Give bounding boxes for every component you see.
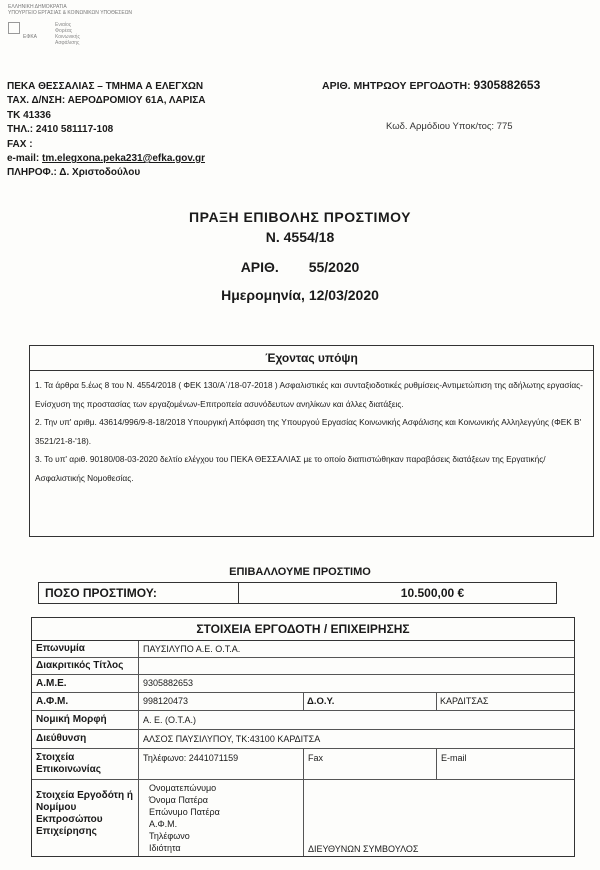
representative-values <box>304 780 574 856</box>
office-address: ΤΑΧ. Δ/ΝΣΗ: ΑΕΡΟΔΡΟΜΙΟΥ 61Α, ΛΑΡΙΣΑ <box>7 95 206 107</box>
trade-title-value <box>139 658 574 674</box>
email-label: e-mail: <box>7 153 40 165</box>
considering-item-3: 3. Το υπ' αριθ. 90180/08-03-2020 δελτίο ελέγχου του ΠΕΚΑ ΘΕΣΣΑΛΙΑΣ με το οποίο διαπιστώθηκαν παραβάσεις διατάξεων της Εργατικής/Ασφαλιστικής Νομοθεσίας. <box>35 454 546 483</box>
act-number-label: ΑΡΙΘ. <box>240 259 279 275</box>
logo-sub-2: Φορέας <box>55 28 73 34</box>
office-email-link[interactable]: tm.elegxona.peka231@efka.gov.gr <box>42 153 205 165</box>
registry-label: ΑΡΙΘ. ΜΗΤΡΩΟΥ ΕΡΓΟΔΟΤΗ: <box>322 80 471 92</box>
act-date: Ημερομηνία, 12/03/2020 <box>221 287 379 303</box>
document-title: ΠΡΑΞΗ ΕΠΙΒΟΛΗΣ ΠΡΟΣΤΙΜΟΥ <box>189 209 411 225</box>
office-name: ΠΕΚΑ ΘΕΣΣΑΛΙΑΣ – ΤΜΗΜΑ Α ΕΛΕΓΧΩΝ <box>7 81 204 92</box>
logo-sub-3: Κοινωνικής <box>55 34 80 40</box>
address-value: ΑΛΣΟΣ ΠΑΥΣΙΛΥΠΟΥ, ΤΚ:43100 ΚΑΡΔΙΤΣΑ <box>143 734 321 744</box>
sender-details <box>7 80 205 181</box>
ame-value: 9305882653 <box>143 678 194 688</box>
trade-title-label: Διακριτικός Τίτλος <box>32 658 139 674</box>
considering-heading: Έχοντας υπόψη <box>30 346 593 371</box>
table-row <box>32 675 574 693</box>
rep-field: Α.Φ.Μ. <box>149 819 178 829</box>
registry-value: 9305882653 <box>473 78 541 92</box>
contact-email: E-mail <box>441 753 467 763</box>
table-row <box>32 780 574 856</box>
fine-heading: ΕΠΙΒΑΛΛΟΥΜΕ ΠΡΟΣΤΙΜΟ <box>229 566 371 578</box>
contact-label: Στοιχεία Επικοινωνίας <box>32 749 139 779</box>
agency-logo <box>8 4 138 56</box>
contact-fax: Fax <box>304 749 437 779</box>
logo-agency: ΕΦΚΑ <box>23 34 37 40</box>
act-number <box>0 259 600 275</box>
considering-item-1: 1. Τα άρθρα 5.έως 8 του Ν. 4554/2018 ( ΦΕΚ 130/Α΄/18-07-2018 ) Ασφαλιστικές και συνταξιοδοτικές ρυθμίσεις-Αντιμετώπιση της αδήλωτης εργασίας-Ενίσχυση της προστασίας των εργαζομένων-Επιτροπεία ασυνόδευτων ανηλίκων και άλλες διατάξεις. <box>35 380 583 409</box>
employer-registry <box>322 78 540 92</box>
office-email-row <box>7 152 205 166</box>
address-label: Διεύθυνση <box>32 730 139 748</box>
legal-form-value: Α. Ε. (Ο.Τ.Α.) <box>143 715 197 725</box>
act-number-value: 55/2020 <box>308 259 360 275</box>
logo-sub-4: Ασφάλισης <box>55 40 80 46</box>
fine-amount-label: ΠΟΣΟ ΠΡΟΣΤΙΜΟΥ: <box>39 583 239 603</box>
efka-emblem-icon <box>8 22 20 34</box>
logo-sub-1: Ενιαίος <box>55 22 72 28</box>
law-reference: Ν. 4554/18 <box>265 229 335 245</box>
table-row <box>32 711 574 730</box>
office-phone: ΤΗΛ.: 2410 581117-108 <box>7 124 114 136</box>
branch-code: Κωδ. Αρμόδιου Υποκ/τος: 775 <box>386 121 513 132</box>
considering-box <box>29 345 594 537</box>
afm-value: 998120473 <box>139 693 304 710</box>
considering-item-2: 2. Την υπ' αριθμ. 43614/996/9-8-18/2018 Υπουργική Απόφαση της Υπουργού Εργασίας Κοινωνικής Ασφάλισης και Κοινωνικής Αλληλεγγύης (ΦΕΚ Β' 3521/21-8-'18). <box>35 417 582 446</box>
fine-amount-box <box>38 582 557 604</box>
table-row <box>32 730 574 749</box>
rep-field: Ιδιότητα <box>149 843 181 853</box>
employer-table <box>31 617 575 857</box>
rep-field: Όνομα Πατέρα <box>149 795 208 805</box>
fine-amount-value: 10.500,00 € <box>400 586 465 600</box>
office-fax: FAX : <box>7 138 33 150</box>
doy-value: ΚΑΡΔΙΤΣΑΣ <box>440 696 489 706</box>
representative-fields <box>139 780 304 856</box>
logo-line-2: ΥΠΟΥΡΓΕΙΟ ΕΡΓΑΣΙΑΣ & ΚΟΙΝΩΝΙΚΩΝ ΥΠΟΘΕΣΕΩΝ <box>8 10 133 16</box>
legal-form-label: Νομική Μορφή <box>32 711 139 729</box>
table-row <box>32 749 574 780</box>
representative-label: Στοιχεία Εργοδότη ή Νομίμου Εκπροσώπου Επιχείρησης <box>32 780 139 856</box>
ame-label: Α.Μ.Ε. <box>32 675 139 692</box>
office-postcode: ΤΚ 41336 <box>7 109 51 121</box>
logo-line-1: ΕΛΛΗΝΙΚΗ ΔΗΜΟΚΡΑΤΙΑ <box>8 4 67 10</box>
table-row <box>32 658 574 675</box>
rep-field: Τηλέφωνο <box>149 831 190 841</box>
name-value: ΠΑΥΣΙΛΥΠΟ Α.Ε. Ο.Τ.Α. <box>143 644 241 654</box>
name-label: Επωνυμία <box>32 641 139 657</box>
doy-label: Δ.Ο.Υ. <box>304 693 437 710</box>
contact-person: ΠΛΗΡΟΦ.: Δ. Χριστοδούλου <box>7 167 141 179</box>
rep-field: Επώνυμο Πατέρα <box>149 807 220 817</box>
employer-heading: ΣΤΟΙΧΕΙΑ ΕΡΓΟΔΟΤΗ / ΕΠΙΧΕΙΡΗΣΗΣ <box>32 618 574 641</box>
afm-label: Α.Φ.Μ. <box>32 693 139 710</box>
contact-phone: Τηλέφωνο: 2441071159 <box>139 749 304 779</box>
rep-role-value: ΔΙΕΥΘΥΝΩΝ ΣΥΜΒΟΥΛΟΣ <box>308 844 419 854</box>
rep-field: Ονοματεπώνυμο <box>149 783 217 793</box>
table-row <box>32 693 574 711</box>
table-row <box>32 641 574 658</box>
